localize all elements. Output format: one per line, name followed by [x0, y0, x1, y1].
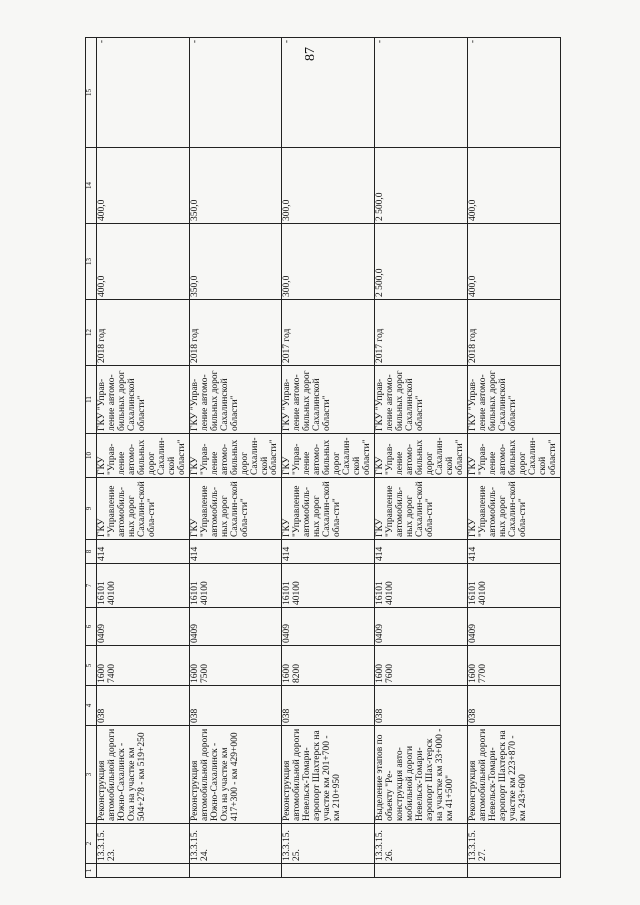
cell-amount: 350,0: [189, 148, 282, 224]
table-row: [375, 38, 468, 878]
cell-org: ГКУ "Управление автомобиль-ных дорог Сахалин-ской обла-сти": [375, 478, 468, 540]
cell-amount: 300,0: [282, 224, 375, 300]
cell-dash: -: [467, 38, 560, 148]
cell-code: 038: [189, 686, 282, 726]
cell-amount: 300,0: [282, 148, 375, 224]
col-header: 2: [86, 824, 97, 864]
cell-code: 1600 7500: [189, 646, 282, 686]
cell-object-name: Реконструкция автомобильной дороги Южно-Сахалинск - Оха на участке км 504+278 - км 519+250: [97, 726, 190, 824]
col-header: 4: [86, 686, 97, 726]
cell-org: ГКУ "Управление автомобиль-ных дорог Сахалин-ской обла-сти": [282, 478, 375, 540]
cell-code: 0409: [97, 608, 190, 646]
cell-code: 1600 7700: [467, 646, 560, 686]
cell-amount: 400,0: [467, 224, 560, 300]
cell-org: ГКУ "Управ-ление автомо-бильных дорог Сахалинской области": [97, 366, 190, 434]
cell-dash: -: [375, 38, 468, 148]
col-header: 5: [86, 646, 97, 686]
col-header: 3: [86, 726, 97, 824]
cell-item-number: 13.3.15. 25.: [282, 824, 375, 864]
cell-dash: -: [282, 38, 375, 148]
cell-amount: 400,0: [97, 224, 190, 300]
cell-code: 0409: [282, 608, 375, 646]
table-row: [467, 38, 560, 878]
cell-index: [282, 864, 375, 878]
cell-item-number: 13.3.15. 27.: [467, 824, 560, 864]
cell-code: 16101 40100: [375, 564, 468, 608]
cell-org: ГКУ "Управление автомобиль-ных дорог Сахалин-ской обла-сти": [467, 478, 560, 540]
cell-code: 16101 40100: [189, 564, 282, 608]
cell-code: 0409: [189, 608, 282, 646]
cell-code: 1600 7600: [375, 646, 468, 686]
cell-code: 414: [375, 540, 468, 564]
cell-code: 414: [97, 540, 190, 564]
col-header: 10: [86, 434, 97, 478]
table-row: [97, 38, 190, 878]
col-header: 7: [86, 564, 97, 608]
cell-code: 16101 40100: [467, 564, 560, 608]
cell-org: ГКУ "Управ-ление автомо-бильных дорог Сахалинской области": [467, 366, 560, 434]
page-number: 87: [303, 47, 318, 61]
col-header: 15: [86, 38, 97, 148]
col-header: 13: [86, 224, 97, 300]
program-table: [85, 37, 561, 878]
cell-code: 0409: [467, 608, 560, 646]
cell-org: ГКУ "Управление автомобиль-ных дорог Сахалин-ской обла-сти": [97, 478, 190, 540]
cell-org: ГКУ "Управ-ление автомо-бильных дорог Сахалин-ской области": [467, 434, 560, 478]
cell-org: ГКУ "Управ-ление автомо-бильных дорог Сахалин-ской области": [189, 434, 282, 478]
cell-code: 16101 40100: [97, 564, 190, 608]
cell-year: 2018 год: [97, 300, 190, 366]
col-header: 6: [86, 608, 97, 646]
col-header: 8: [86, 540, 97, 564]
cell-index: [97, 864, 190, 878]
cell-org: ГКУ "Управление автомобиль-ных дорог Сахалин-ской обла-сти": [189, 478, 282, 540]
cell-code: 414: [189, 540, 282, 564]
cell-item-number: 13.3.15. 26.: [375, 824, 468, 864]
cell-code: 038: [282, 686, 375, 726]
cell-item-number: 13.3.15. 24.: [189, 824, 282, 864]
cell-item-number: 13.3.15. 23.: [97, 824, 190, 864]
cell-object-name: Реконструкция автомобильной дороги Невельск-Томари-аэропорт Шахтерск на участке км 201+700 - км 210+950: [282, 726, 375, 824]
cell-org: ГКУ "Управ-ление автомо-бильных дорог Сахалинской области": [282, 366, 375, 434]
table-row: [189, 38, 282, 878]
col-header: 11: [86, 366, 97, 434]
cell-code: 1600 7400: [97, 646, 190, 686]
cell-org: ГКУ "Управ-ление автомо-бильных дорог Сахалин-ской области": [375, 434, 468, 478]
cell-org: ГКУ "Управ-ление автомо-бильных дорог Сахалин-ской области": [97, 434, 190, 478]
cell-org: ГКУ "Управ-ление автомо-бильных дорог Сахалин-ской области": [282, 434, 375, 478]
cell-org: ГКУ "Управ-ление автомо-бильных дорог Сахалинской области": [189, 366, 282, 434]
cell-index: [189, 864, 282, 878]
col-header: 1: [86, 864, 97, 878]
cell-code: 038: [375, 686, 468, 726]
cell-object-name: Выделение этапов по объекту "Ре-конструкция авто-мобильной дороги Невельск-Томари-аэропорт Шах-терск на участке км 33+000 - км 41+500": [375, 726, 468, 824]
cell-amount: 2 500,0: [375, 224, 468, 300]
cell-amount: 400,0: [97, 148, 190, 224]
cell-index: [375, 864, 468, 878]
cell-dash: -: [97, 38, 190, 148]
cell-code: 16101 40100: [282, 564, 375, 608]
cell-amount: 350,0: [189, 224, 282, 300]
cell-amount: 2 500,0: [375, 148, 468, 224]
col-header: 9: [86, 478, 97, 540]
cell-object-name: Реконструкция автомобильной дороги Южно-Сахалинск - Оха на участке км 417+300 - км 429+000: [189, 726, 282, 824]
cell-amount: 400,0: [467, 148, 560, 224]
cell-index: [467, 864, 560, 878]
cell-code: 038: [467, 686, 560, 726]
col-header: 12: [86, 300, 97, 366]
cell-year: 2017 год: [282, 300, 375, 366]
cell-code: 414: [467, 540, 560, 564]
cell-object-name: Реконструкция автомобильной дороги Невельск-Томари-аэропорт Шахтерск на участке км 223+870 - км 243+600: [467, 726, 560, 824]
col-header: 14: [86, 148, 97, 224]
rotated-table-wrapper: [85, 38, 558, 878]
cell-org: ГКУ "Управ-ление автомо-бильных дорог Сахалинской области": [375, 366, 468, 434]
cell-dash: -: [189, 38, 282, 148]
table-row: [282, 38, 375, 878]
cell-code: 1600 8200: [282, 646, 375, 686]
cell-code: 0409: [375, 608, 468, 646]
cell-year: 2017 год: [375, 300, 468, 366]
column-number-row: [86, 38, 97, 878]
cell-year: 2018 год: [189, 300, 282, 366]
cell-year: 2018 год: [467, 300, 560, 366]
cell-code: 038: [97, 686, 190, 726]
cell-code: 414: [282, 540, 375, 564]
